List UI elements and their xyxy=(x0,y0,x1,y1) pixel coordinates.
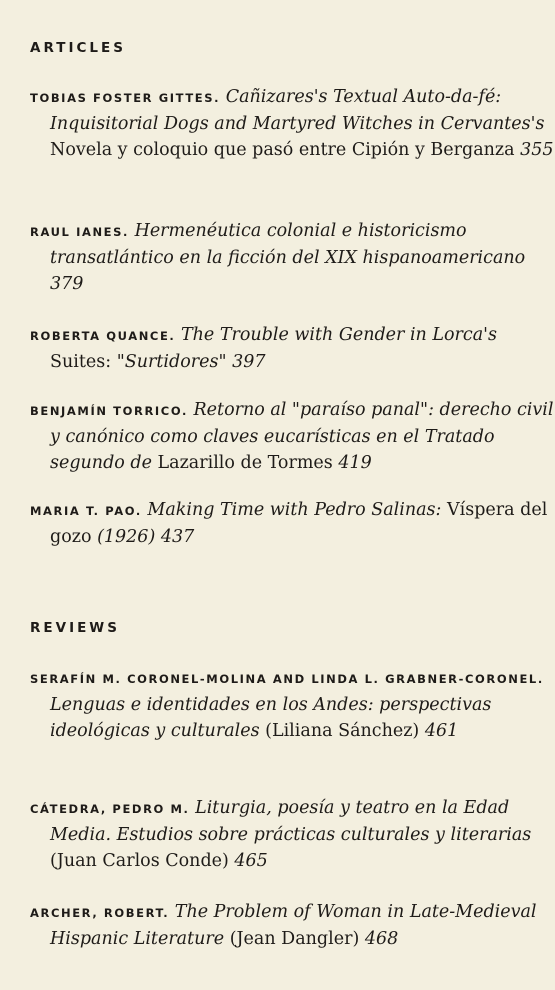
article-entry xyxy=(30,322,555,375)
article-title: The Trouble with Gender in Lorca's xyxy=(180,325,497,345)
page-number: 419 xyxy=(338,453,372,473)
author: ARCHER, ROBERT. xyxy=(30,906,170,920)
page-number: 397 xyxy=(232,352,266,372)
page-number: 355 xyxy=(520,140,554,160)
page-number: 379 xyxy=(50,274,84,294)
article-entry xyxy=(30,397,555,476)
article-title: Cañizares's Textual Auto-da-fé: Inquisitorial Dogs and Martyred Witches in Cervantes's xyxy=(50,87,545,134)
reviews-heading: REVIEWS xyxy=(30,620,120,636)
author: CÁTEDRA, PEDRO M. xyxy=(30,802,190,816)
author: ROBERTA QUANCE. xyxy=(30,329,176,343)
review-entry xyxy=(30,665,555,744)
page-number: 461 xyxy=(424,721,459,741)
book-title: Lenguas e identidades en los Andes: perspectivas ideológicas y culturales xyxy=(50,695,492,741)
author: TOBIAS FOSTER GITTES. xyxy=(30,91,221,105)
author: RAUL IANES. xyxy=(30,225,129,239)
work-title: Lazarillo de Tormes xyxy=(157,453,333,473)
reviewer: (Jean Dangler) xyxy=(229,929,360,949)
work-title: Novela y coloquio que pasó entre Cipión y Berganza xyxy=(50,140,515,160)
poem-title: "Surtidores" xyxy=(116,352,227,372)
author: BENJAMÍN TORRICO. xyxy=(30,404,188,418)
article-title: Making Time with Pedro Salinas: xyxy=(147,500,442,520)
book-title: Liturgia, poesía y teatro en la Edad Media. Estudios sobre prácticas culturales y literarias xyxy=(50,798,532,845)
book-title: The Problem of Woman in Late-Medieval Hispanic Literature xyxy=(50,902,537,949)
review-entry xyxy=(30,899,555,952)
author: SERAFÍN M. CORONEL-MOLINA AND LINDA L. GRABNER-CORONEL. xyxy=(30,672,544,686)
page-number: 437 xyxy=(160,527,195,547)
page-number: 468 xyxy=(364,929,399,949)
year: (1926) xyxy=(97,527,156,547)
work-title: Suites: xyxy=(50,352,112,372)
work-title: Víspera del gozo xyxy=(50,500,548,547)
article-title: Hermenéutica colonial e historicismo transatlántico en la ficción del XIX hispanoamericano xyxy=(50,221,526,268)
author: MARIA T. PAO. xyxy=(30,504,142,518)
page-number: 465 xyxy=(234,851,268,871)
reviewer: (Juan Carlos Conde) xyxy=(50,851,229,871)
article-entry xyxy=(30,497,555,550)
articles-heading: ARTICLES xyxy=(30,40,126,56)
review-entry xyxy=(30,795,555,874)
article-entry xyxy=(30,218,555,297)
article-entry xyxy=(30,84,555,163)
article-title: Retorno al "paraíso panal": derecho civil y canónico como claves eucarísticas en el Tratado segundo de xyxy=(50,400,554,473)
reviewer: (Liliana Sánchez) xyxy=(265,721,420,741)
